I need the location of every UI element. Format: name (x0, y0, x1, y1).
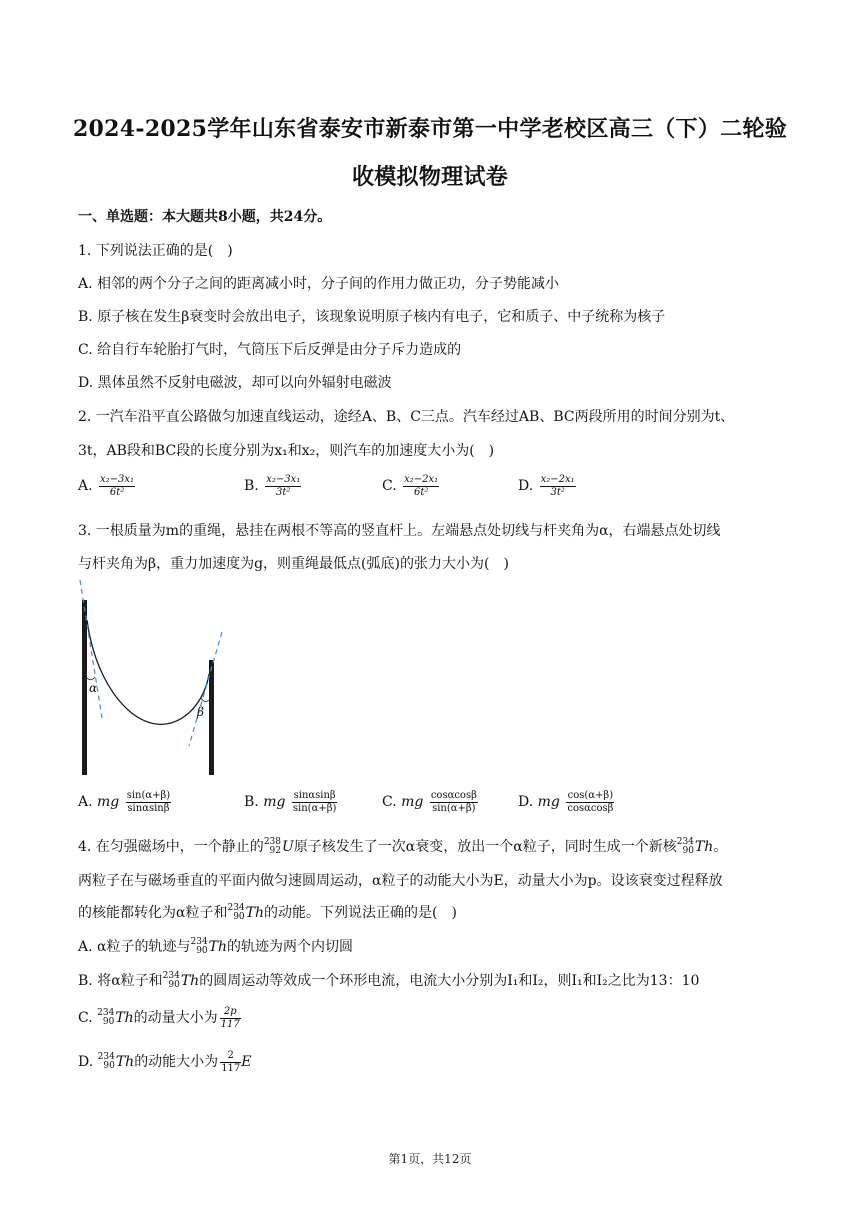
q2-option-b (244, 474, 301, 498)
fraction-denominator: 117 (220, 1018, 240, 1030)
fraction (430, 790, 478, 814)
q4-stem-line1 (78, 836, 727, 856)
q3-stem-line2: 与杆夹角为β，重力加速度为g，则重绳最低点(弧底)的张力大小为( ) (78, 556, 509, 572)
thorium-notation (227, 904, 244, 923)
fraction (265, 474, 301, 498)
fraction-denominator: 6t² (413, 486, 429, 498)
element-symbol: U (282, 839, 294, 855)
q4-text: 原子核发生了一次α衰变，放出一个α粒子，同时生成一个新核 (293, 839, 677, 855)
q2-option-a (78, 474, 135, 498)
fraction (403, 474, 439, 498)
fraction-numerator: sinαsinβ (293, 790, 336, 801)
q4-text: 4. 在匀强磁场中，一个静止的 (78, 839, 264, 855)
thorium-notation (163, 972, 180, 991)
q2-stem-line2: 3t，AB段和BC段的长度分别为x₁和x₂，则汽车的加速度大小为( ) (78, 443, 495, 459)
fraction (540, 474, 576, 498)
alpha-label: α (89, 681, 98, 695)
q4-stem-line3 (78, 902, 457, 922)
alpha-arc (87, 677, 95, 680)
q4-text: A. α粒子的轨迹与 (78, 939, 191, 955)
mass-number: 234 (227, 902, 245, 913)
fraction-denominator: sin(α+β) (432, 802, 476, 814)
q1-option-c: C. 给自行车轮胎打气时，气筒压下后反弹是由分子斥力造成的 (78, 342, 462, 358)
q4-option-d (78, 1050, 252, 1074)
option-label: D. (518, 794, 534, 810)
fraction-numerator: x₂−3x₁ (266, 474, 301, 485)
left-pole (82, 600, 87, 775)
q4-text: 的圆周运动等效成一个环形电流，电流大小分别为I₁和I₂，则I₁和I₂之比为13：10 (199, 973, 700, 989)
mass-number: 234 (190, 936, 208, 947)
page-footer: 第1页，共12页 (388, 1152, 472, 1166)
q2-stem-line1: 2. 一汽车沿平直公路做匀加速直线运动，途经A、B、C三点。汽车经过AB、BC两段所用的时间分别为t、 (78, 409, 735, 425)
fraction-numerator: sin(α+β) (126, 790, 171, 801)
beta-label: β (197, 705, 204, 719)
option-label: C. (382, 794, 397, 810)
fraction-numerator: x₂−3x₁ (100, 474, 135, 485)
mass-number: 234 (97, 1051, 115, 1062)
element-symbol: Th (115, 1010, 134, 1026)
q4-text: C. (78, 1010, 93, 1026)
option-label: A. (78, 478, 93, 494)
fraction (220, 1050, 241, 1074)
q3-option-a (78, 790, 171, 814)
q3-option-c (382, 790, 478, 814)
atomic-number: 90 (103, 1061, 115, 1071)
fraction (292, 790, 338, 814)
fraction-numerator: 2 (220, 1050, 241, 1063)
fraction-denominator: 3t² (550, 486, 565, 498)
fraction-numerator: 2p (220, 1006, 241, 1019)
q4-text: 的动能。下列说法正确的是( ) (264, 905, 457, 921)
element-symbol: Th (115, 1054, 135, 1070)
element-symbol: Th (245, 905, 265, 921)
thorium-notation (98, 1053, 115, 1072)
q4-text: 的轨迹为两个内切圆 (227, 939, 354, 955)
q1-option-a: A. 相邻的两个分子之间的距离减小时，分子间的作用力做正功，分子势能减小 (78, 276, 560, 292)
element-symbol: Th (208, 939, 228, 955)
option-prefix: mg (401, 794, 424, 810)
q2-option-d (518, 474, 576, 498)
q1-option-d: D. 黑体虽然不反射电磁波，却可以向外辐射电磁波 (78, 375, 392, 391)
q4-text: D. (78, 1054, 94, 1070)
mass-number: 234 (97, 1007, 115, 1018)
fraction-denominator: 6t² (109, 486, 125, 498)
q3-option-b (244, 790, 337, 814)
atomic-number: 90 (682, 846, 694, 856)
q3-option-d (518, 790, 614, 814)
q4-option-c (78, 1006, 241, 1030)
exam-title-line1: 2024-2025学年山东省泰安市新泰市第一中学老校区高三（下）二轮验 (72, 116, 788, 142)
mass-number: 238 (263, 836, 281, 847)
fraction (220, 1006, 241, 1030)
exam-title-line2: 收模拟物理试卷 (351, 164, 509, 190)
fraction-denominator: sin(α+β) (292, 802, 337, 814)
energy-symbol: E (241, 1054, 252, 1070)
option-label: C. (382, 478, 397, 494)
option-label: B. (244, 478, 259, 494)
thorium-notation (677, 838, 694, 857)
fraction-numerator: x₂−2x₁ (540, 474, 575, 485)
uranium-notation (264, 838, 281, 857)
q4-text: 的核能都转化为α粒子和 (78, 905, 228, 921)
option-prefix: mg (263, 794, 286, 810)
beta-arc (201, 698, 209, 702)
fraction-denominator: 3t² (276, 486, 291, 498)
q1-stem: 1. 下列说法正确的是( ) (78, 243, 233, 259)
element-symbol: Th (694, 839, 714, 855)
q2-option-c (382, 474, 439, 498)
thorium-notation (190, 938, 207, 957)
fraction-denominator: cosαcosβ (567, 802, 614, 814)
heavy-rope (87, 620, 209, 724)
atomic-number: 90 (102, 1017, 115, 1027)
fraction-numerator: cosαcosβ (430, 790, 477, 801)
fraction-numerator: x₂−2x₁ (404, 474, 439, 485)
q1-option-b: B. 原子核在发生β衰变时会放出电子，该现象说明原子核内有电子，它和质子、中子统称为核子 (78, 309, 666, 325)
q4-stem-line2: 两粒子在与磁场垂直的平面内做匀速圆周运动，α粒子的动能大小为E，动量大小为p。设该衰变过程释放 (78, 873, 723, 889)
q4-text: B. 将α粒子和 (78, 973, 163, 989)
atomic-number: 90 (196, 946, 208, 956)
right-pole (209, 660, 214, 775)
fraction (126, 790, 172, 814)
q3-stem-line1: 3. 一根质量为m的重绳，悬挂在两根不等高的竖直杆上。左端悬点处切线与杆夹角为α，右端悬点处切线 (78, 523, 721, 539)
mass-number: 234 (676, 836, 694, 847)
option-prefix: mg (97, 794, 120, 810)
atomic-number: 90 (233, 912, 245, 922)
q4-text: 的动量大小为 (133, 1010, 218, 1026)
option-label: B. (244, 794, 259, 810)
fraction-denominator: 117 (221, 1062, 241, 1074)
hanging-rope-figure (76, 578, 226, 778)
fraction (99, 474, 135, 498)
q4-option-b (78, 970, 699, 990)
fraction (566, 790, 614, 814)
element-symbol: Th (180, 973, 200, 989)
q4-text: 的动能大小为 (134, 1054, 219, 1070)
option-label: A. (78, 794, 93, 810)
thorium-notation (97, 1009, 114, 1028)
mass-number: 234 (162, 970, 180, 981)
atomic-number: 92 (269, 846, 281, 856)
fraction-numerator: cos(α+β) (567, 790, 614, 801)
option-label: D. (518, 478, 534, 494)
option-prefix: mg (537, 794, 560, 810)
q4-text: 。 (713, 839, 728, 855)
q4-option-a (78, 936, 353, 956)
atomic-number: 90 (168, 980, 180, 990)
section-heading: 一、单选题：本大题共8小题，共24分。 (78, 209, 332, 225)
fraction-denominator: sinαsinβ (127, 802, 170, 814)
